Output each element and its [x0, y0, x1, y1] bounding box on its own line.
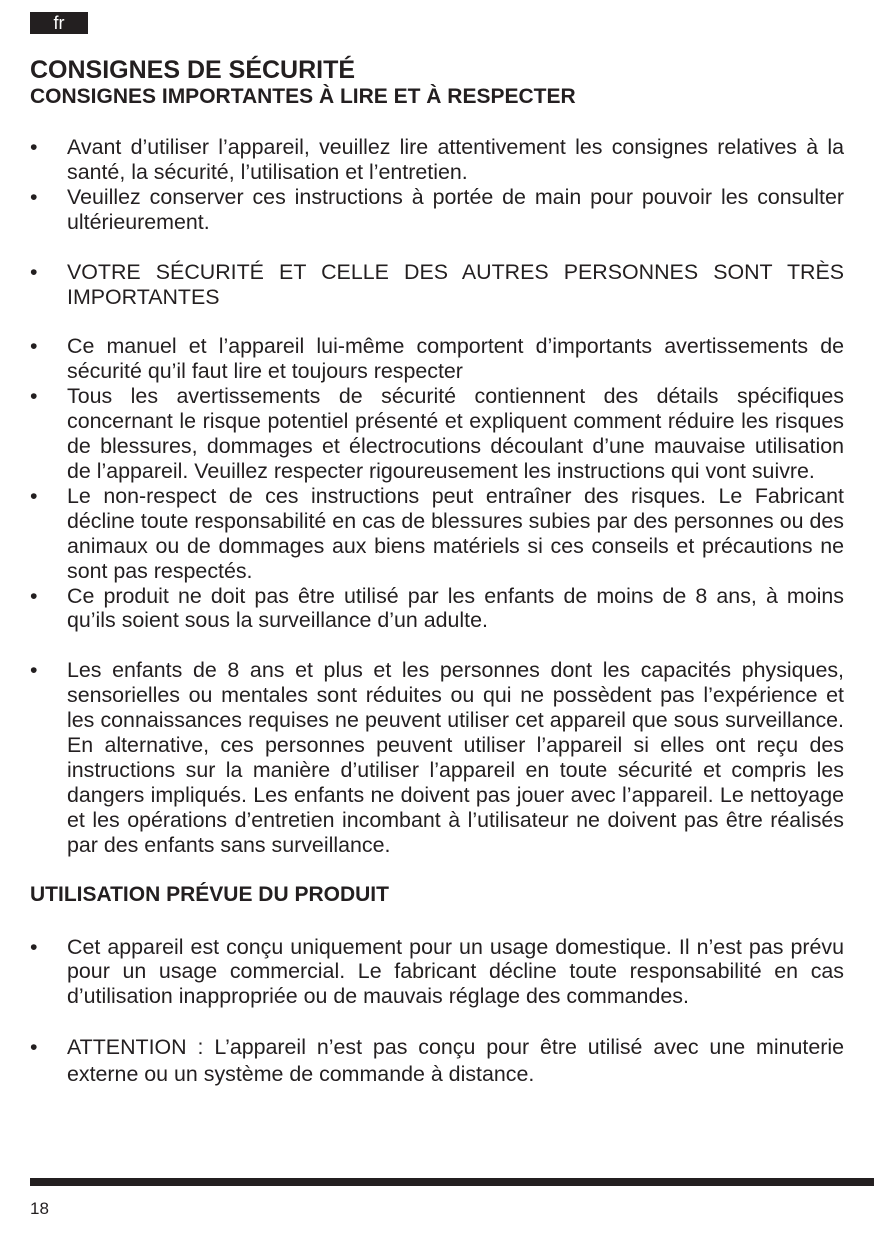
list-item — [30, 260, 844, 310]
list-item — [30, 384, 844, 484]
list-item-text: Les enfants de 8 ans et plus et les personnes dont les capacités physiques, sensorielles ou mentales sont réduites ou qui ne possèdent pas l’expérience et les connaissances requises ne peuvent utiliser cet appareil que sous surveillance. En alternative, ces personnes peuvent utiliser l’appareil si elles ont reçu des instructions sur la manière d’utiliser l’appareil en toute sécurité et compris les dangers impliqués. Les enfants ne doivent pas jouer avec l’appareil. Le nettoyage et les opérations d’entretien incombant à l’utilisateur ne doivent pas être réalisés par des enfants sans surveillance. — [67, 658, 844, 857]
list-item-text: VOTRE SÉCURITÉ ET CELLE DES AUTRES PERSONNES SONT TRÈS IMPORTANTES — [67, 259, 844, 309]
bullet-icon: • — [30, 184, 38, 209]
bullet-icon: • — [30, 934, 38, 959]
list-item-text: Tous les avertissements de sécurité contiennent des détails spécifiques concernant le risque potentiel présenté et expliquent comment réduire les risques de blessures, dommages et électrocutions découlant d’une mauvaise utilisation de l’appareil. Veuillez respecter rigoureusement les instructions qui vont suivre. — [67, 384, 844, 483]
language-tab: fr — [30, 12, 88, 34]
list-item — [30, 484, 844, 584]
list-item — [30, 658, 844, 857]
list-item-text: ATTENTION : L’appareil n’est pas conçu pour être utilisé avec une minuterie externe ou un système de commande à distance. — [67, 1035, 844, 1087]
list-item — [30, 135, 844, 185]
list-item — [30, 185, 844, 235]
list-item — [30, 935, 844, 1010]
bullet-group-children — [30, 658, 844, 857]
bullet-group-attention — [30, 1034, 844, 1088]
main-content — [30, 135, 844, 1088]
section-title-intended-use: UTILISATION PRÉVUE DU PRODUIT — [30, 882, 389, 906]
bullet-group-intro — [30, 135, 844, 235]
bullet-icon: • — [30, 583, 38, 608]
bullet-group-warnings — [30, 334, 844, 633]
list-item-text: Avant d’utiliser l’appareil, veuillez lire attentivement les consignes relatives à la santé, la sécurité, l’utilisation et l’entretien. — [67, 135, 844, 184]
bullet-icon: • — [30, 384, 38, 409]
page-number: 18 — [30, 1199, 49, 1218]
list-item — [30, 334, 844, 384]
list-item — [30, 584, 844, 634]
bullet-icon: • — [30, 135, 38, 159]
bullet-group-intended-use — [30, 935, 844, 1010]
list-item-text: Ce manuel et l’appareil lui-même comportent d’importants avertissements de sécurité qu’il faut lire et toujours respecter — [67, 334, 844, 384]
list-item-text: Ce produit ne doit pas être utilisé par les enfants de moins de 8 ans, à moins qu’ils soient sous la surveillance d’un adulte. — [67, 583, 844, 633]
list-item — [30, 1034, 844, 1088]
footer-rule — [30, 1178, 874, 1186]
bullet-icon: • — [30, 334, 38, 359]
bullet-icon: • — [30, 483, 38, 508]
list-item-text: Le non-respect de ces instructions peut entraîner des risques. Le Fabricant décline toute responsabilité en cas de blessures subies par des personnes ou des animaux ou de dommages aux biens matériels si ces conseils et précautions ne sont pas respectés. — [67, 483, 844, 583]
bullet-group-safety-notice — [30, 260, 844, 310]
bullet-icon: • — [30, 259, 38, 284]
bullet-icon: • — [30, 658, 38, 683]
list-item-text: Cet appareil est conçu uniquement pour un usage domestique. Il n’est pas prévu pour un usage commercial. Le fabricant décline toute responsabilité en cas d’utilisation inappropriée ou de mauvais réglage des commandes. — [67, 934, 844, 1009]
list-item-text: Veuillez conserver ces instructions à portée de main pour pouvoir les consulter ultérieurement. — [67, 184, 844, 234]
page-subtitle: CONSIGNES IMPORTANTES À LIRE ET À RESPECTER — [30, 85, 576, 108]
page-title: CONSIGNES DE SÉCURITÉ — [30, 56, 356, 84]
bullet-icon: • — [30, 1035, 38, 1060]
